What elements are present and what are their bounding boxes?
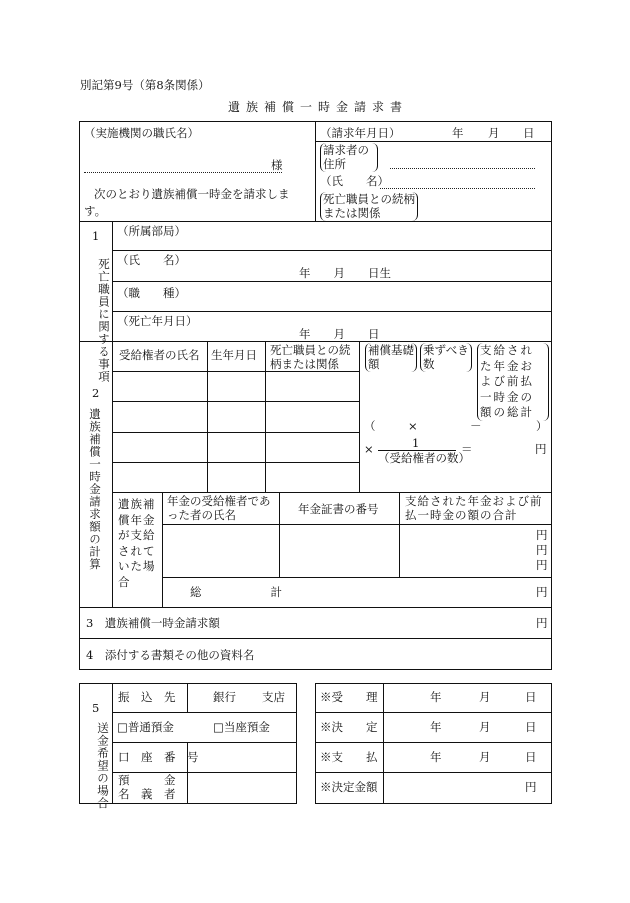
- request-date-label: （請求年月日）: [320, 126, 401, 140]
- pension-side-label: 遺族補償年金が支給されていた場合: [118, 497, 156, 589]
- decision-year[interactable]: 年: [430, 720, 442, 734]
- claimant-relation-label: 死亡職員との続柄または関係: [320, 192, 418, 221]
- decision-label: ※決 定: [320, 720, 378, 734]
- bank-label[interactable]: 銀行: [213, 690, 236, 704]
- receipt-day[interactable]: 日: [525, 690, 537, 704]
- section4-label: 4 添付する書類その他の資料名: [86, 648, 255, 662]
- section2-number: 2: [92, 386, 100, 400]
- section3-yen[interactable]: 円: [536, 616, 548, 630]
- request-statement: 次のとおり遺族補償一時金を請求します。: [84, 187, 290, 218]
- form-title: 遺族補償一時金請求書: [228, 100, 409, 114]
- formula-yen[interactable]: 円: [535, 442, 547, 456]
- receipt-month[interactable]: 月: [479, 690, 491, 704]
- col-base-amount: 補償基礎額: [365, 343, 417, 372]
- section3-label: 3 遺族補償一時金請求額: [86, 616, 220, 630]
- request-day[interactable]: 日: [523, 126, 535, 140]
- payment-label: ※支 払: [320, 750, 378, 764]
- formula-denominator: （受給権者の数）: [378, 451, 470, 465]
- section1-title: 死亡職員に関する事項: [97, 258, 111, 383]
- formula-times: ×: [408, 419, 418, 433]
- account-holder-label-2: 名 義 者: [118, 787, 176, 801]
- claimant-address-label: 請求者の住所: [320, 143, 378, 172]
- col-multiplier: 乗ずべき数: [420, 343, 472, 372]
- formula-open: （: [364, 419, 376, 433]
- decision-month[interactable]: 月: [479, 720, 491, 734]
- death-date-label: （死亡年月日）: [117, 314, 198, 328]
- deceased-birth-date[interactable]: 年 月 日生: [299, 266, 391, 280]
- col-heir-name: 受給権者の氏名: [119, 348, 200, 362]
- col-pension-sum: 支給された年金および前払一時金の額の合計: [405, 494, 543, 523]
- payment-month[interactable]: 月: [479, 750, 491, 764]
- account-holder-label-1: 預 金: [118, 773, 176, 787]
- request-month[interactable]: 月: [488, 126, 500, 140]
- agency-label: （実施機関の職氏名）: [84, 126, 199, 140]
- request-year[interactable]: 年: [452, 126, 464, 140]
- receipt-year[interactable]: 年: [430, 690, 442, 704]
- decided-amount-label: ※決定金額: [320, 780, 378, 794]
- payment-year[interactable]: 年: [430, 750, 442, 764]
- agency-name-line[interactable]: [84, 172, 282, 173]
- formula-close: ）: [536, 419, 548, 433]
- section2-title: 遺族補償一時金請求額の計算: [88, 408, 102, 571]
- dept-label: （所属部局）: [117, 224, 186, 238]
- claimant-name-label: （氏 名）: [320, 174, 389, 188]
- form-number: 別記第9号（第8条関係）: [80, 78, 210, 92]
- claimant-address-field[interactable]: [390, 168, 535, 169]
- col-paid-total: 支給された年金および前払一時金の額の総計: [477, 343, 549, 421]
- death-date[interactable]: 年 月 日: [299, 327, 380, 341]
- receipt-label: ※受 理: [320, 690, 378, 704]
- pension-yen-3[interactable]: 円: [536, 558, 548, 572]
- col-pension-cert: 年金証書の番号: [298, 502, 379, 516]
- current-deposit-checkbox[interactable]: □当座預金: [213, 720, 270, 734]
- pension-yen-1[interactable]: 円: [536, 528, 548, 542]
- pension-total-label: 総 計: [190, 585, 282, 599]
- pension-yen-2[interactable]: 円: [536, 543, 548, 557]
- job-type-label: （職 種）: [117, 286, 186, 300]
- formula-times2: ×: [364, 442, 374, 456]
- ordinary-deposit-checkbox[interactable]: □普通預金: [117, 720, 174, 734]
- section5-title: 送金希望の場合: [96, 722, 110, 810]
- pension-total-yen[interactable]: 円: [536, 585, 548, 599]
- account-number-label: 口 座 番 号: [118, 750, 199, 764]
- claimant-name-field[interactable]: [380, 188, 535, 189]
- formula-equals: ＝: [461, 442, 473, 456]
- section1-number: 1: [92, 229, 100, 243]
- transfer-label: 振 込 先: [118, 690, 176, 704]
- col-relation: 死亡職員との続柄または関係: [270, 343, 351, 372]
- col-pension-recipient: 年金の受給権者であった者の氏名: [167, 494, 271, 523]
- deceased-name-label: （氏 名）: [117, 253, 186, 267]
- branch-label[interactable]: 支店: [262, 690, 285, 704]
- sama-label: 様: [271, 158, 283, 172]
- payment-day[interactable]: 日: [525, 750, 537, 764]
- formula-minus: －: [470, 419, 482, 433]
- col-birth: 生年月日: [211, 348, 257, 362]
- decided-amount-yen[interactable]: 円: [525, 780, 537, 794]
- decision-day[interactable]: 日: [525, 720, 537, 734]
- section5-number: 5: [92, 701, 100, 715]
- formula-numerator: 1: [412, 436, 420, 450]
